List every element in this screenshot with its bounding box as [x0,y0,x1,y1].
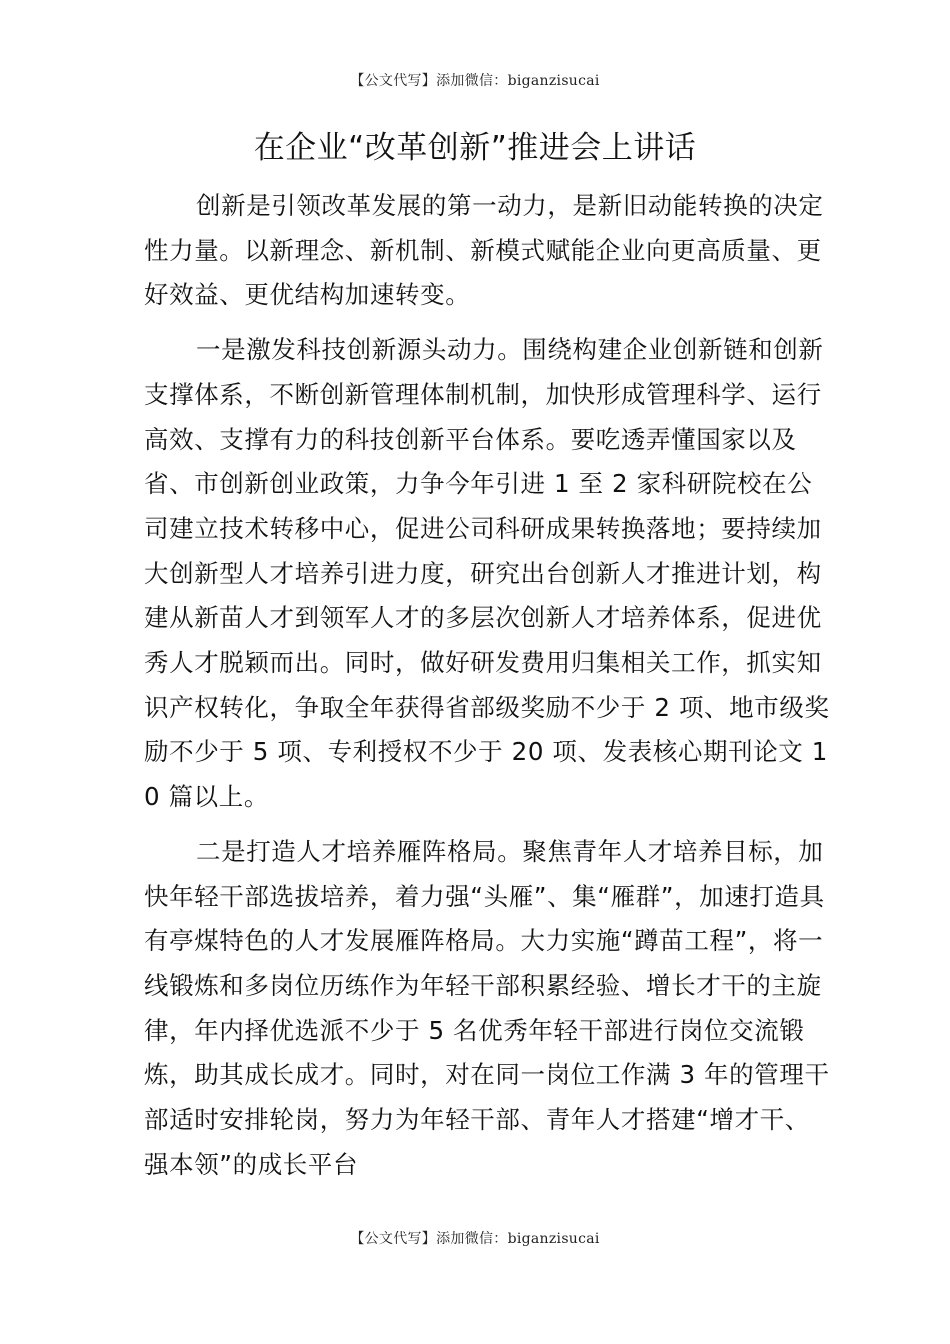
document-title: 在企业“改革创新”推进会上讲话 [253,130,697,166]
footer-watermark-note: 【公文代写】添加微信：biganzisucai [350,1231,600,1247]
header-watermark-note: 【公文代写】添加微信：biganzisucai [350,73,600,89]
paragraph-tech-innovation: 一是激发科技创新源头动力。围绕构建企业创新链和创新支撑体系，不断创新管理体制机制，加快形成管理科学、运行高效、支撑有力的科技创新平台体系。要吃透弄懂国家以及省、市创新创业政策，力争今年引进 1 至 2 家科研院校在公司建立技术转移中心，促进公司科研成果转换落地；要持续加大创新型人才培养引进力度，研究出台创新人才推进计划，构建从新苗人才到领军人才的多层次创新人才培养体系，促进优秀人才脱颖而出。同时，做好研发费用归集相关工作，抓实知识产权转化，争取全年获得省部级奖励不少于 2 项、地市级奖励不少于 5 项、专利授权不少于 20 项、发表核心期刊论文 10 篇以上。 [144,335,830,812]
document-body [144,184,834,1197]
paragraph-intro: 创新是引领改革发展的第一动力，是新旧动能转换的决定性力量。以新理念、新机制、新模式赋能企业向更高质量、更好效益、更优结构加速转变。 [144,191,824,310]
paragraph-talent-training: 二是打造人才培养雁阵格局。聚焦青年人才培养目标，加快年轻干部选拔培养，着力强“头雁”、集“雁群”，加速打造具有亭煤特色的人才发展雁阵格局。大力实施“蹲苗工程”，将一线锻炼和多岗位历练作为年轻干部积累经验、增长才干的主旋律，年内择优选派不少于 5 名优秀年轻干部进行岗位交流锻炼，助其成长成才。同时，对在同一岗位工作满 3 年的管理干部适时安排轮岗，努力为年轻干部、青年人才搭建“增才干、强本领”的成长平台 [144,836,830,1179]
